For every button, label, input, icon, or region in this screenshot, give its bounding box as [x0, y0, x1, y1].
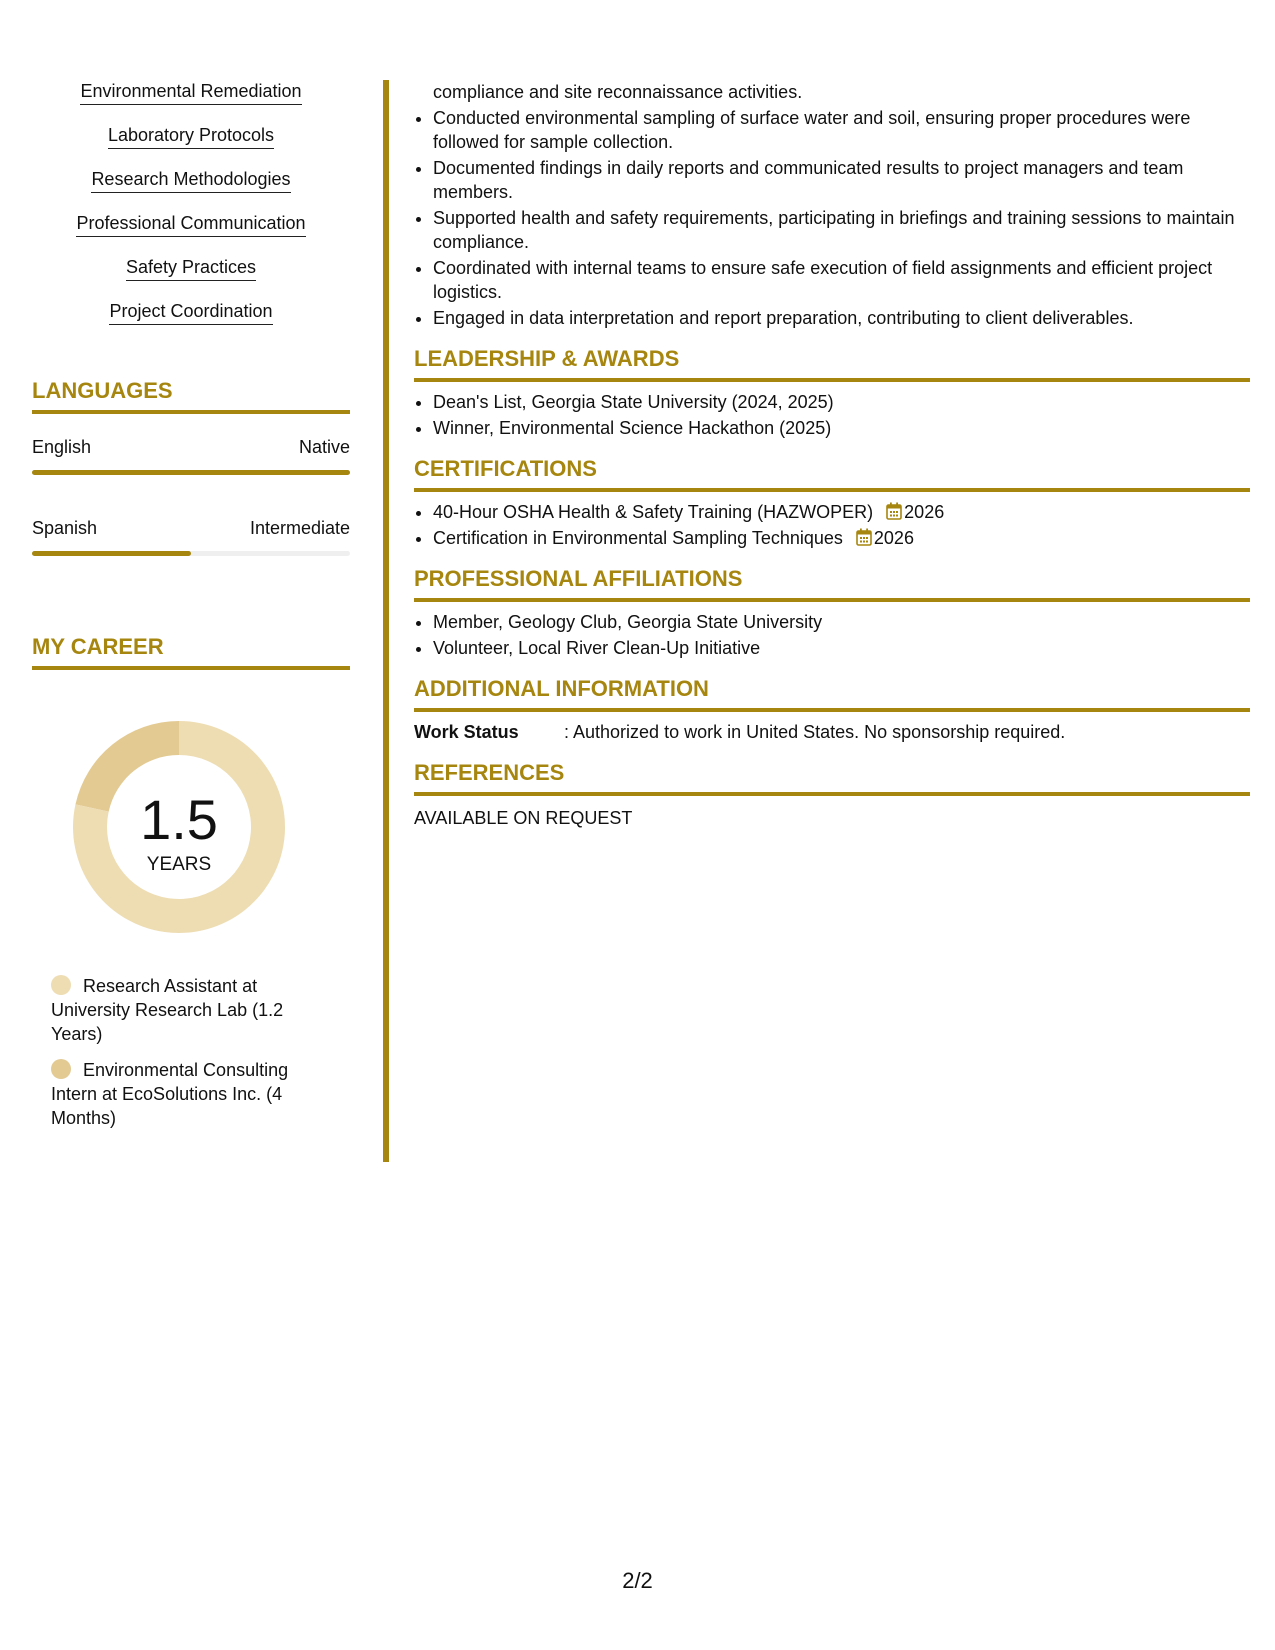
experience-bullet: • Conducted environmental sampling of surface water and soil, ensuring proper procedures were followed for sample collection.: [433, 106, 1250, 154]
sidebar: [32, 80, 350, 1142]
section-rule: [414, 598, 1250, 602]
certifications-title: CERTIFICATIONS: [414, 456, 597, 481]
skill-item: Project Coordination: [109, 300, 272, 325]
language-bar: [32, 470, 350, 475]
affiliations-title: PROFESSIONAL AFFILIATIONS: [414, 566, 743, 591]
legend-dot: [51, 975, 71, 995]
calendar-icon: [886, 502, 902, 520]
affiliation-item: • Volunteer, Local River Clean-Up Initiative: [433, 636, 1250, 660]
section-rule: [414, 708, 1250, 712]
skill-item: Safety Practices: [126, 256, 256, 281]
career-section: [32, 634, 350, 1130]
experience-bullet: • Engaged in data interpretation and report preparation, contributing to client deliverables.: [433, 306, 1250, 330]
legend-label: Research Assistant at University Research Lab (1.2 Years): [51, 976, 284, 1044]
experience-bullet: • Coordinated with internal teams to ensure safe execution of field assignments and efficient project logistics.: [433, 256, 1250, 304]
references-section: [414, 760, 1250, 830]
leadership-section: [414, 346, 1250, 440]
legend-item: [51, 1058, 311, 1130]
career-donut-chart: [66, 714, 292, 940]
experience-continuation: [414, 80, 1250, 330]
leadership-title: LEADERSHIP & AWARDS: [414, 346, 680, 371]
certifications-section: [414, 456, 1250, 550]
language-name: English: [32, 437, 92, 457]
experience-bullet: • Documented findings in daily reports and communicated results to project managers and team members.: [433, 156, 1250, 204]
skill-item: Environmental Remediation: [80, 80, 301, 105]
work-status-row: [414, 720, 1250, 744]
certification-item: [433, 526, 1250, 550]
references-title: REFERENCES: [414, 760, 565, 785]
language-spanish: [32, 517, 350, 556]
work-status-label: Work Status: [414, 722, 519, 742]
language-level: Native: [298, 437, 350, 457]
certification-year: 2026: [904, 502, 945, 522]
page-number: 2/2: [622, 1568, 653, 1593]
language-bar: [32, 551, 350, 556]
language-bar-fill: [32, 470, 350, 475]
language-english: [32, 436, 350, 475]
award-item: • Dean's List, Georgia State University (2024, 2025): [433, 390, 1250, 414]
award-item: • Winner, Environmental Science Hackathon (2025): [433, 416, 1250, 440]
experience-cont-line: compliance and site reconnaissance activities.: [433, 82, 803, 102]
section-rule: [414, 792, 1250, 796]
experience-bullet: • Supported health and safety requirements, participating in briefings and training sessions to maintain compliance.: [433, 206, 1250, 254]
language-level: Intermediate: [249, 518, 350, 538]
additional-info-title: ADDITIONAL INFORMATION: [414, 676, 709, 701]
career-total-unit: YEARS: [146, 854, 212, 875]
certification-name: 40-Hour OSHA Health & Safety Training (HAZWOPER): [433, 502, 874, 522]
affiliation-item: • Member, Geology Club, Georgia State University: [433, 610, 1250, 634]
language-bar-fill: [32, 551, 191, 556]
language-name: Spanish: [32, 518, 98, 538]
languages-section: [32, 378, 350, 556]
references-text: AVAILABLE ON REQUEST: [414, 808, 633, 828]
work-status-value: : Authorized to work in United States. No sponsorship required.: [564, 722, 1066, 742]
section-rule: [32, 666, 350, 670]
column-divider: [383, 80, 389, 1162]
section-rule: [32, 410, 350, 414]
career-total-value: 1.5: [140, 788, 218, 851]
calendar-icon: [856, 528, 872, 546]
skills-list: [32, 80, 350, 344]
skill-item: Professional Communication: [76, 212, 305, 237]
certification-year: 2026: [873, 528, 914, 548]
affiliations-section: [414, 566, 1250, 660]
languages-title: LANGUAGES: [32, 378, 173, 403]
certification-item: [433, 500, 1250, 524]
main-content: [414, 80, 1250, 830]
section-rule: [414, 488, 1250, 492]
career-title: MY CAREER: [32, 634, 164, 659]
section-rule: [414, 378, 1250, 382]
legend-label: Environmental Consulting Intern at EcoSolutions Inc. (4 Months): [51, 1060, 289, 1128]
skill-item: Research Methodologies: [91, 168, 290, 193]
additional-info-section: [414, 676, 1250, 744]
certification-name: Certification in Environmental Sampling Techniques: [433, 528, 843, 548]
career-legend: [51, 974, 311, 1130]
legend-dot: [51, 1059, 71, 1079]
legend-item: [51, 974, 311, 1046]
skill-item: Laboratory Protocols: [108, 124, 274, 149]
